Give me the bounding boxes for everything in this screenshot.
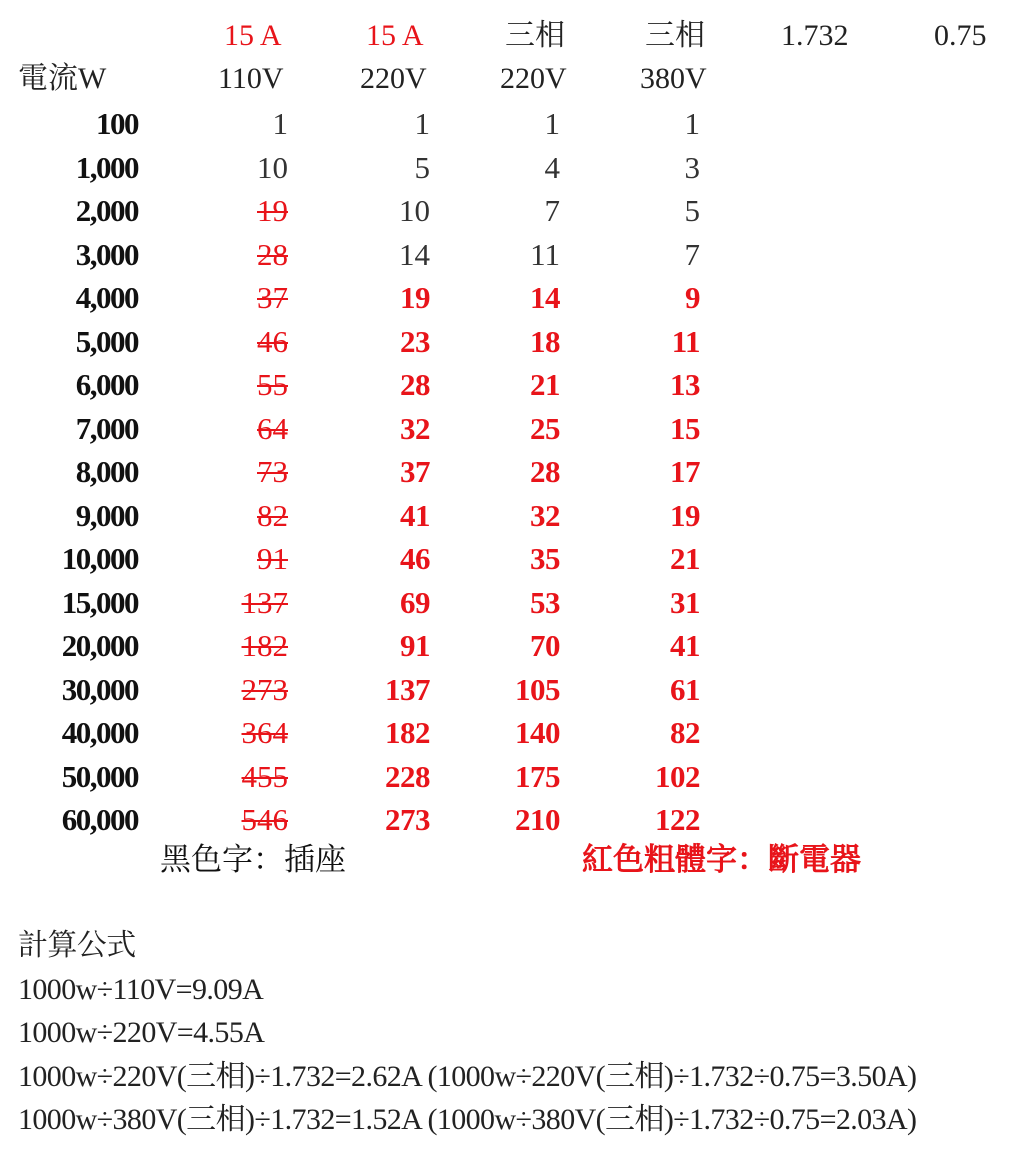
amps-three-phase-220v-cell: 35 [530, 541, 560, 576]
amps-220v-cell: 10 [399, 193, 430, 228]
amps-220v-cell: 228 [385, 758, 430, 794]
amps-three-phase-220v-cell: 28 [530, 454, 560, 489]
formula-line: 1000w÷380V(三相)÷1.732=1.52A (1000w÷380V(三相)÷1.732÷0.75=2.03A) [18, 1103, 917, 1136]
watts-cell: 6,000 [75, 367, 138, 402]
table-row [0, 494, 1030, 538]
table-row [0, 581, 1030, 625]
table-row [0, 363, 1030, 407]
amps-three-phase-380v-cell: 3 [684, 149, 700, 185]
amps-three-phase-380v-cell: 21 [670, 541, 700, 576]
constant-power-factor: 0.75 [934, 19, 987, 52]
formula-title: 計算公式 [18, 929, 136, 962]
amps-three-phase-380v-cell: 13 [670, 367, 700, 402]
amps-three-phase-380v-cell: 1 [684, 106, 700, 141]
amps-110v-cell: 55 [257, 367, 288, 402]
amps-three-phase-380v-cell: 61 [670, 671, 700, 707]
amps-three-phase-220v-cell: 175 [515, 758, 560, 794]
watts-cell: 2,000 [75, 193, 138, 228]
header-row-voltage [0, 57, 1030, 101]
watts-cell: 1,000 [75, 149, 138, 185]
table-row [0, 407, 1030, 451]
header-three-phase-220v-voltage: 220V [500, 62, 567, 95]
table-row [0, 320, 1030, 364]
watts-cell: 10,000 [61, 541, 138, 576]
amps-three-phase-220v-cell: 70 [530, 628, 560, 663]
watts-cell: 15,000 [61, 584, 138, 620]
header-current-watt-label: 電流W [18, 62, 107, 95]
header-110v: 110V [218, 62, 284, 95]
header-110v-amp: 15 A [224, 19, 282, 52]
table-row [0, 711, 1030, 755]
amps-three-phase-380v-cell: 102 [655, 758, 700, 794]
amps-110v-cell: 546 [241, 802, 288, 837]
legend-breaker: 紅色粗體字：斷電器 [582, 842, 861, 877]
amps-three-phase-380v-cell: 41 [670, 628, 700, 663]
amps-three-phase-380v-cell: 122 [655, 802, 700, 837]
table-row [0, 189, 1030, 233]
formula-line: 1000w÷110V=9.09A [18, 972, 264, 1006]
watts-cell: 3,000 [75, 236, 138, 272]
current-table [0, 102, 1030, 842]
table-row [0, 146, 1030, 190]
table-row [0, 276, 1030, 320]
amps-110v-cell: 10 [257, 149, 288, 185]
table-row [0, 798, 1030, 842]
watts-cell: 100 [96, 106, 138, 141]
watts-cell: 5,000 [75, 323, 138, 359]
amps-three-phase-220v-cell: 18 [530, 323, 560, 359]
amps-110v-cell: 1 [272, 106, 288, 141]
amps-110v-cell: 28 [257, 236, 288, 272]
watts-cell: 60,000 [61, 802, 138, 837]
amps-three-phase-380v-cell: 31 [670, 584, 700, 620]
amps-220v-cell: 32 [400, 410, 430, 446]
amps-three-phase-220v-cell: 14 [530, 280, 560, 315]
amps-three-phase-220v-cell: 11 [530, 236, 560, 272]
amps-three-phase-380v-cell: 82 [670, 715, 700, 750]
amps-110v-cell: 37 [257, 280, 288, 315]
table-row [0, 102, 1030, 146]
amps-three-phase-380v-cell: 9 [685, 280, 700, 315]
amps-220v-cell: 28 [400, 367, 430, 402]
amps-110v-cell: 91 [257, 541, 288, 576]
watts-cell: 50,000 [61, 758, 138, 794]
amps-110v-cell: 364 [241, 715, 288, 750]
formula-line: 1000w÷220V=4.55A [18, 1016, 265, 1049]
amps-three-phase-220v-cell: 32 [530, 497, 560, 533]
amps-220v-cell: 91 [400, 628, 430, 663]
formula-line: 1000w÷220V(三相)÷1.732=2.62A (1000w÷220V(三相)÷1.732÷0.75=3.50A) [18, 1059, 917, 1093]
amps-220v-cell: 41 [400, 497, 430, 533]
amps-110v-cell: 73 [257, 454, 288, 489]
amps-110v-cell: 455 [241, 758, 288, 794]
header-three-phase-220v: 三相 [505, 19, 565, 52]
amps-three-phase-380v-cell: 15 [670, 410, 700, 446]
amps-110v-cell: 182 [241, 628, 288, 663]
amps-220v-cell: 69 [400, 584, 430, 620]
amps-220v-cell: 46 [400, 541, 430, 576]
amps-three-phase-380v-cell: 11 [671, 323, 700, 359]
amps-three-phase-380v-cell: 17 [670, 454, 700, 489]
amps-220v-cell: 137 [385, 671, 430, 707]
table-row [0, 450, 1030, 494]
amps-110v-cell: 273 [241, 671, 288, 707]
amps-three-phase-220v-cell: 21 [530, 367, 560, 402]
amps-110v-cell: 82 [257, 497, 288, 533]
watts-cell: 4,000 [75, 280, 138, 315]
amps-220v-cell: 14 [399, 236, 430, 272]
amps-220v-cell: 23 [400, 323, 430, 359]
amps-110v-cell: 137 [241, 584, 288, 620]
table-row [0, 233, 1030, 277]
amps-three-phase-220v-cell: 53 [530, 584, 560, 620]
formula-section [18, 924, 1028, 1142]
amps-three-phase-380v-cell: 7 [684, 236, 700, 272]
watts-cell: 30,000 [61, 671, 138, 707]
amps-220v-cell: 37 [400, 454, 430, 489]
constant-sqrt3: 1.732 [781, 19, 849, 52]
header-three-phase-380v: 三相 [645, 19, 705, 52]
amps-three-phase-220v-cell: 140 [515, 715, 560, 750]
amps-220v-cell: 19 [400, 280, 430, 315]
header-three-phase-380v-voltage: 380V [640, 62, 707, 95]
header-220v: 220V [360, 62, 427, 95]
watts-cell: 9,000 [75, 497, 138, 533]
amps-three-phase-220v-cell: 7 [544, 193, 560, 228]
header-row-amperage [0, 14, 1030, 58]
watts-cell: 8,000 [75, 454, 138, 489]
amps-three-phase-220v-cell: 4 [544, 149, 560, 185]
amps-110v-cell: 64 [257, 410, 288, 446]
legend-socket: 黑色字：插座 [160, 842, 346, 877]
amps-three-phase-380v-cell: 5 [684, 193, 700, 228]
amps-110v-cell: 46 [257, 323, 288, 359]
amps-220v-cell: 5 [414, 149, 430, 185]
table-row [0, 755, 1030, 799]
amps-220v-cell: 273 [385, 802, 430, 837]
amps-110v-cell: 19 [257, 193, 288, 228]
amps-three-phase-220v-cell: 1 [544, 106, 560, 141]
table-row [0, 668, 1030, 712]
watts-cell: 40,000 [61, 715, 138, 750]
amps-three-phase-220v-cell: 210 [515, 802, 560, 837]
amps-three-phase-380v-cell: 19 [670, 497, 700, 533]
amps-three-phase-220v-cell: 105 [515, 671, 560, 707]
amps-three-phase-220v-cell: 25 [530, 410, 560, 446]
watts-cell: 7,000 [75, 410, 138, 446]
amps-220v-cell: 1 [414, 106, 430, 141]
table-row [0, 624, 1030, 668]
table-row [0, 537, 1030, 581]
amps-220v-cell: 182 [385, 715, 430, 750]
watts-cell: 20,000 [61, 628, 138, 663]
header-220v-amp: 15 A [366, 19, 424, 52]
